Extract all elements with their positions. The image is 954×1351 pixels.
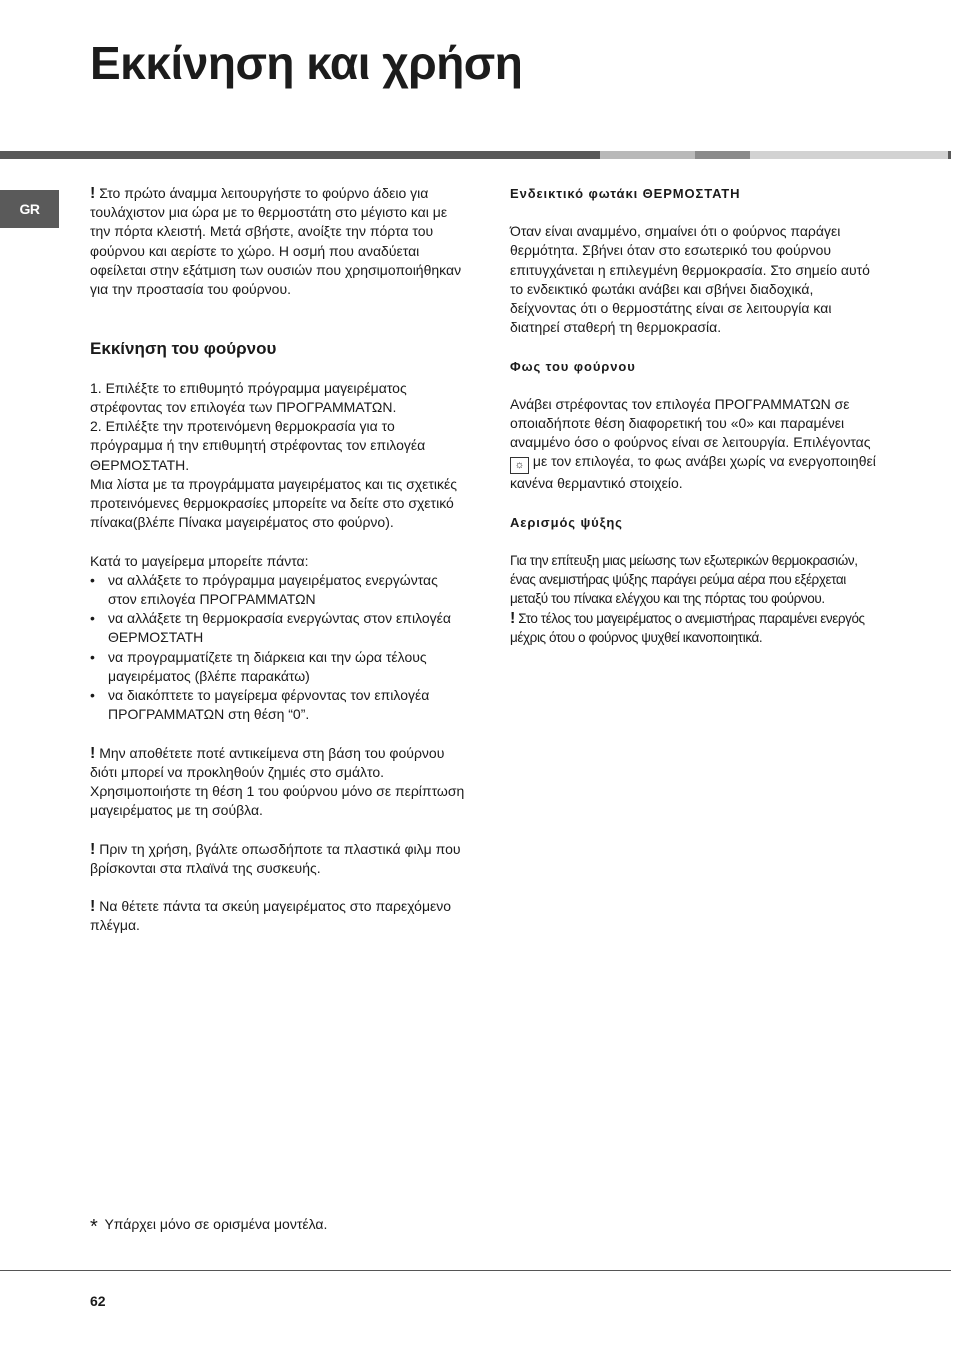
- cooling-fan-text: Για την επίτευξη μιας μείωσης των εξωτερικών θερμοκρασιών, ένας ανεμιστήρας ψύξης παράγει ρεύμα αέρα που εξέρχεται μεταξύ του πίνακα ελέγχου και της πόρτας του φούρνου.: [510, 552, 858, 607]
- footer-divider: [0, 1270, 951, 1271]
- oven-light-text-start: Ανάβει στρέφοντας τον επιλογέα ΠΡΟΓΡΑΜΜΑΤΩΝ σε οποιαδήποτε θέση διαφορετική του «0» και παραμένει αναμμένο όσο ο φούρνος είναι σε λειτουργία. Επιλέγοντας: [510, 395, 871, 451]
- options-list: [90, 571, 468, 725]
- intro-text: Στο πρώτο άναμμα λειτουργήστε το φούρνο άδειο για τουλάχιστον μια ώρα με το θερμοστάτη στο μέγιστο και με την πόρτα κλειστή. Μετά σβήστε, ανοίξτε την πόρτα του φούρνου και αερίστε το χώρο. Η οσμή που αναδύεται οφείλεται στην εξάτμιση των ουσιών που χρησιμοποιήθηκαν για την προστασία του φούρνου.: [90, 185, 462, 298]
- cooling-fan-warning: [510, 609, 882, 647]
- section-heading-start-oven: Εκκίνηση του φούρνου: [90, 338, 277, 358]
- warning-mark: !: [90, 744, 96, 762]
- warning-text: Να θέτετε πάντα τα σκεύη μαγειρέματος στο παρεχόμενο πλέγμα.: [90, 898, 452, 934]
- warning-paragraph: [90, 897, 468, 935]
- lamp-icon: ☼: [510, 457, 529, 474]
- page-number: 62: [90, 1293, 106, 1309]
- list-item: • να διακόπτετε το μαγείρεμα φέρνοντας τον επιλογέα ΠΡΟΓΡΑΜΜΑΤΩΝ στη θέση “0”.: [90, 686, 468, 724]
- warning-text: Στο τέλος του μαγειρέματος ο ανεμιστήρας παραμένει ενεργός μέχρις ότου ο φούρνος ψυχθεί ικανοποιητικά.: [510, 610, 865, 645]
- oven-light-text-end: με τον επιλογέα, το φως ανάβει χωρίς να ενεργοποιηθεί κανένα θερμαντικό στοιχείο.: [510, 453, 876, 492]
- header-band: [695, 151, 750, 159]
- warning-mark: !: [90, 840, 96, 858]
- warning-mark: !: [510, 609, 515, 627]
- warning-paragraph: [90, 744, 468, 821]
- section-heading-cooling-fan: Αερισμός ψύξης: [510, 514, 623, 530]
- step-1: 1. Επιλέξτε το επιθυμητό πρόγραμμα μαγειρέματος στρέφοντας τον επιλογέα των ΠΡΟΓΡΑΜΜΑΤΩΝ.: [90, 379, 407, 415]
- warning-paragraph: [90, 840, 468, 878]
- header-band: [948, 151, 951, 159]
- warning-mark: !: [90, 185, 96, 202]
- page-title: Εκκίνηση και χρήση: [90, 37, 523, 89]
- list-item: • να αλλάξετε το πρόγραμμα μαγειρέματος ενεργώντας στον επιλογέα ΠΡΟΓΡΑΜΜΑΤΩΝ: [90, 571, 468, 609]
- section-heading-thermostat-light: Ενδεικτικό φωτάκι ΘΕΡΜΟΣΤΑΤΗ: [510, 186, 741, 201]
- program-list-note: Μια λίστα με τα προγράμματα μαγειρέματος και τις σχετικές προτεινόμενες θερμοκρασίες μπορείτε να δείτε στο σχετικό πίνακα(βλέπε Πίνακα μαγειρέματος στο φούρνο).: [90, 475, 458, 531]
- step-2: 2. Επιλέξτε την προτεινόμενη θερμοκρασία για το πρόγραμμα ή την επιθυμητή στρέφοντας τον επιλογέα ΘΕΡΜΟΣΤΑΤΗ.: [90, 418, 426, 473]
- warning-text: Μην αποθέτετε ποτέ αντικείμενα στη βάση του φούρνου διότι μπορεί να προκληθούν ζημιές στο σμάλτο. Χρησιμοποιήστε τη θέση 1 του φούρνου μόνο σε περίπτωση μαγειρέματος με τη σούβλα.: [90, 744, 465, 819]
- left-column: [90, 184, 468, 936]
- header-band: [600, 151, 695, 159]
- during-cooking-intro: Κατά το μαγείρεμα μπορείτε πάντα:: [90, 552, 309, 569]
- language-tab: GR: [0, 190, 59, 228]
- warning-text: Πριν τη χρήση, βγάλτε οπωσδήποτε τα πλαστικά φιλμ που βρίσκονται στα πλαϊνά της συσκευής.: [90, 840, 461, 876]
- list-item: • να προγραμματίζετε τη διάρκεια και την ώρα τέλους μαγειρέματος (βλέπε παρακάτω): [90, 648, 468, 686]
- right-column: [510, 184, 882, 647]
- warning-mark: !: [90, 898, 96, 916]
- header-band: [750, 151, 948, 159]
- oven-light-text: [510, 395, 882, 494]
- footnote: [90, 1216, 327, 1239]
- footnote-text: Υπάρχει μόνο σε ορισμένα μοντέλα.: [104, 1216, 328, 1232]
- header-band: [0, 151, 600, 159]
- list-item: • να αλλάξετε τη θερμοκρασία ενεργώντας στον επιλογέα ΘΕΡΜΟΣΤΑΤΗ: [90, 609, 468, 647]
- intro-paragraph: [90, 184, 468, 299]
- asterisk-icon: *: [90, 1216, 98, 1238]
- section-heading-oven-light: Φως του φούρνου: [510, 358, 636, 374]
- thermostat-light-text: Όταν είναι αναμμένο, σημαίνει ότι ο φούρνος παράγει θερμότητα. Σβήνει όταν στο εσωτερικό του φούρνου επιτυγχάνεται η επιλεγμένη θερμοκρασία. Στο σημείο αυτό το ενδεικτικό φωτάκι ανάβει και σβήνει διαδοχικά, δείχνοντας ότι ο θερμοστάτης είναι σε λειτουργία και διατηρεί σταθερή τη θερμοκρασία.: [510, 223, 870, 336]
